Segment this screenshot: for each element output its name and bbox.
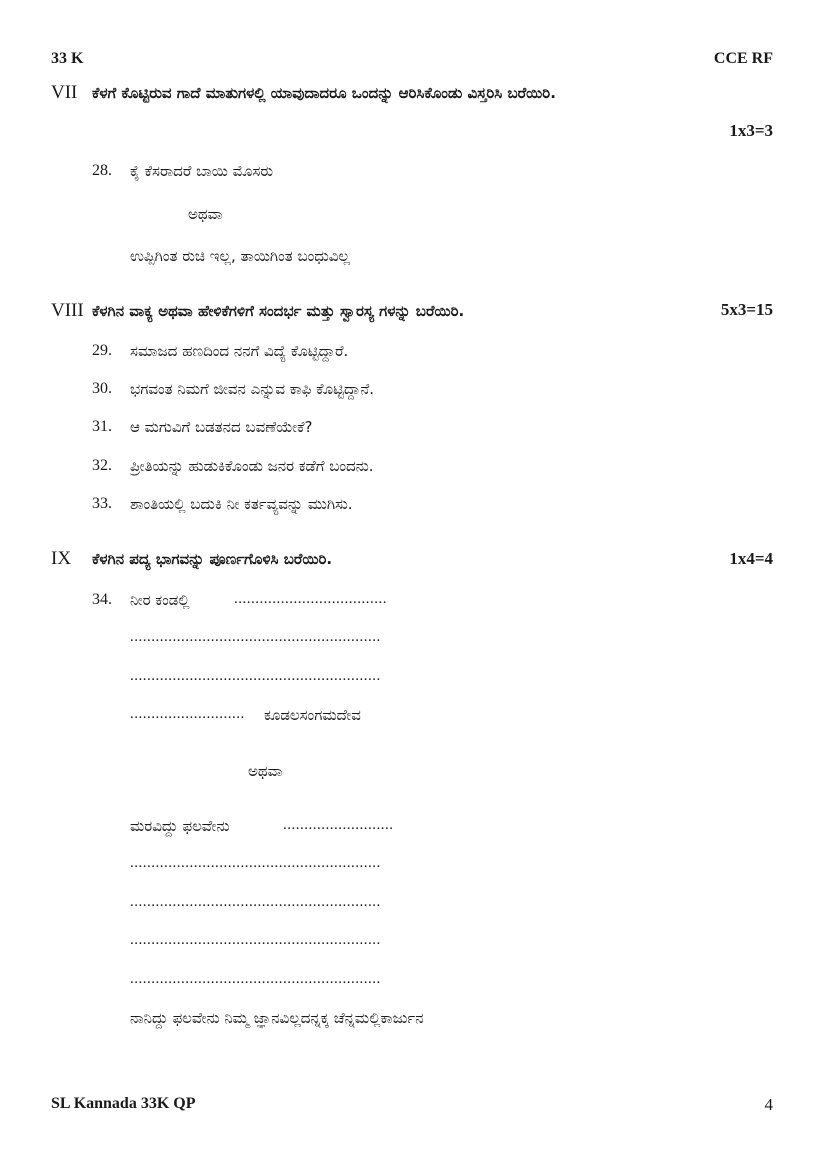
question-31-number: 31. (92, 418, 112, 435)
question-34-number: 34. (92, 591, 112, 608)
question-34-blank-4: ........................... (130, 706, 245, 722)
footer-paper-code: SL Kannada 33K QP (51, 1095, 196, 1112)
question-32-text: ಪ್ರೀತಿಯನ್ನು ಹುಡುಕಿಕೊಂಡು ಜನರ ಕಡೆಗೆ ಬಂದನು. (130, 457, 374, 475)
question-34-alt-blank-4: ........................................................... (130, 932, 381, 948)
question-28-text: ಕೈ ಕೆಸರಾದರೆ ಬಾಯಿ ಮೊಸರು (130, 162, 274, 180)
section-viii-number: VIII (51, 300, 84, 321)
question-30-number: 30. (92, 380, 112, 397)
question-28-or: ಅಥವಾ (188, 205, 223, 223)
section-vii-marks: 1x3=3 (729, 121, 773, 140)
section-ix-number: IX (51, 548, 72, 569)
question-34-blank-3: ........................................................... (130, 668, 381, 684)
question-28-alternative: ಉಪ್ಪಿಗಿಂತ ರುಚಿ ಇಲ್ಲ, ತಾಯಿಗಿಂತ ಬಂಧುವಿಲ್ಲ (130, 247, 350, 265)
question-28-number: 28. (92, 162, 112, 179)
question-34-alt-blank-2: ........................................................... (130, 855, 381, 871)
section-ix-instruction: ಕೆಳಗಿನ ಪದ್ಯ ಭಾಗವನ್ನು ಪೂರ್ಣಗೊಳಿಸಿ ಬರೆಯಿರಿ. (92, 550, 333, 568)
question-29-number: 29. (92, 342, 112, 359)
question-34-start: ನೀರ ಕಂಡಲ್ಲಿ (130, 591, 190, 609)
header-code: 33 K (51, 50, 84, 67)
question-30-text: ಭಗವಂತ ನಿಮಗೆ ಜೀವನ ಎನ್ನುವ ಕಾಫಿ ಕೊಟ್ಟಿದ್ದಾನೆ. (130, 380, 375, 398)
question-33-text: ಶಾಂತಿಯಲ್ಲಿ ಬದುಕಿ ನೀ ಕರ್ತವ್ಯವನ್ನು ಮುಗಿಸು. (130, 495, 353, 513)
question-31-text: ಆ ಮಗುವಿಗೆ ಬಡತನದ ಬವಣೆಯೇಕೆ? (130, 418, 313, 436)
question-34-blank-2: ........................................................... (130, 629, 381, 645)
section-vii-number: VII (51, 82, 78, 103)
question-34-alt-blank-3: ........................................................... (130, 894, 381, 910)
section-ix-marks: 1x4=4 (729, 549, 773, 568)
question-32-number: 32. (92, 457, 112, 474)
page-number: 4 (764, 1095, 773, 1114)
question-34-end: ಕೂಡಲಸಂಗಮದೇವ (264, 706, 361, 724)
question-34-alt-blank-1: .......................... (283, 817, 394, 833)
section-vii-instruction: ಕೆಳಗೆ ಕೊಟ್ಟಿರುವ ಗಾದೆ ಮಾತುಗಳಲ್ಲಿ ಯಾವುದಾದರೂ ಒಂದನ್ನು ಆರಿಸಿಕೊಂಡು ವಿಸ್ತರಿಸಿ ಬರೆಯಿರಿ. (92, 84, 556, 102)
question-34-blank-1: .................................... (234, 591, 387, 607)
question-33-number: 33. (92, 495, 112, 512)
question-34-alt-start: ಮರವಿದ್ದು ಫಲವೇನು (130, 817, 230, 835)
section-viii-marks: 5x3=15 (720, 300, 773, 319)
question-34-alt-end: ನಾನಿದ್ದು ಫಲವೇನು ನಿಮ್ಮ ಜ್ಞಾನವಿಲ್ಲದನ್ನಕ್ಕ ಚೆನ್ನಮಲ್ಲಿಕಾರ್ಜುನ (130, 1009, 424, 1027)
section-viii-instruction: ಕೆಳಗಿನ ವಾಕ್ಯ ಅಥವಾ ಹೇಳಿಕೆಗಳಿಗೆ ಸಂದರ್ಭ ಮತ್ತು ಸ್ವಾರಸ್ಯ ಗಳನ್ನು ಬರೆಯಿರಿ. (92, 302, 465, 320)
question-34-or: ಅಥವಾ (248, 762, 283, 780)
header-series: CCE RF (713, 50, 773, 67)
question-34-alt-blank-5: ........................................................... (130, 971, 381, 987)
question-29-text: ಸಮಾಜದ ಹಣದಿಂದ ನನಗೆ ವಿದ್ಯೆ ಕೊಟ್ಟಿದ್ದಾರೆ. (130, 342, 349, 360)
